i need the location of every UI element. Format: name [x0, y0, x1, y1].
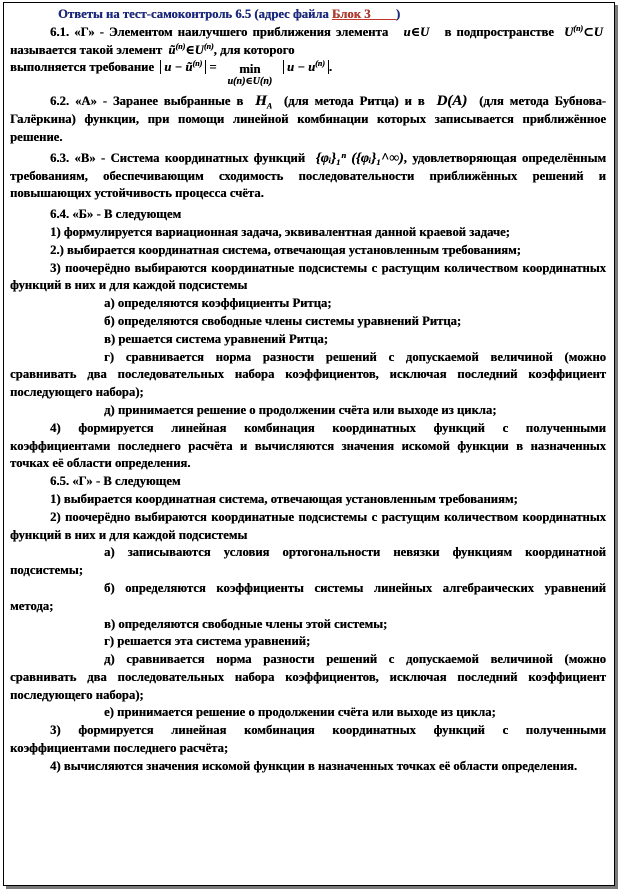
answer-6-4-sub-v: в) решается система уравнений Ритца; — [104, 331, 328, 346]
answer-6-5-sub-g: г) решается эта система уравнений; — [104, 634, 311, 649]
answer-6-4-sub-d: д) принимается решение о продолжении счёта или выходе из цикла; — [104, 402, 497, 417]
answer-6-1: 6.1. «Г» - Элементом наилучшего приближения элемента u∈U в подпространстве $U^{(n)}\subset U$ называется такой элемент $ũ^{(n)}\in U^{(n)}$, для которого — [10, 23, 603, 57]
min-formula: $u - ũ^{(n)}$ = min u(n)∈U(n) $u - u^{(n)}$ . — [160, 59, 332, 88]
answer-6-4-sub-b: б) определяются свободные члены системы уравнений Ритца; — [104, 313, 462, 328]
answer-6-5-sub-b: б) определяются коэффициенты системы линейных алгебраических уравнений метода; — [10, 580, 606, 613]
answers-heading — [10, 6, 606, 24]
answer-6-5-step3: 3) формируется линейная комбинация координатных функций с полученными коэффициентами последнего расчёта; — [10, 723, 606, 756]
answer-6-5-sub-v: в) определяются свободные члены этой системы; — [104, 616, 388, 631]
answer-6-4-sub-a: а) определяются коэффициенты Ритца; — [104, 296, 332, 311]
math-u: u — [403, 24, 411, 39]
answer-6-5-step4: 4) вычисляются значения искомой функции в назначенных точках её области определения. — [50, 758, 578, 773]
answer-6-5-sub-d: д) сравнивается норма разности решений с допускаемой величиной (можно сравнивать два последовательных набора коэффициентов, исключая последний коэффициент последующего набора); — [10, 652, 606, 702]
answer-6-5-sub-a: а) записываются условия ортогональности невязки функциям координатной подсистемы; — [10, 545, 606, 578]
answer-6-4-sub-g: г) сравнивается норма разности решений с допускаемой величиной (можно сравнивать два последовательных набора коэффициентов, исключая последний коэффициент последующего набора); — [10, 349, 606, 400]
answer-6-5-step2: 2) поочерёдно выбираются координатные подсистемы с растущим количеством координатных функций в них и для каждой подсистемы — [10, 509, 606, 542]
answer-6-4-step3: 3) поочерёдно выбираются координатные подсистемы с растущим количеством координатных функций в них и для каждой подсистемы — [10, 260, 606, 293]
file-link[interactable]: Блок 3____ — [331, 7, 396, 21]
heading-text: Ответы на тест-самоконтроль 6.5 (адрес файла — [58, 7, 332, 21]
answer-6-2: 6.2. «А» - Заранее выбранные в $H_A$ (для метода Ритца) и в D(A) (для метода Бубнова-Галёркина) функции, при помощи линейной комбинации которых записывается приближённое решение. — [10, 93, 607, 144]
answer-6-5-step1: 1) выбирается координатная система, отвечающая установленным требованиям; — [50, 491, 518, 506]
answer-6-1-formula-line: выполняется требование $u - ũ^{(n)}$ = min u(n)∈U(n) $u - u^{(n)}$ . — [10, 59, 333, 88]
answer-6-5-title: 6.5. «Г» - В следующем — [50, 474, 181, 489]
heading-end: ) — [395, 7, 401, 21]
answer-6-5-sub-e: е) принимается решение о продолжении счёта или выходе из цикла; — [104, 705, 496, 720]
answer-6-4-title: 6.4. «Б» - В следующем — [50, 207, 182, 222]
answer-6-4-step1: 1) формулируется вариационная задача, эквивалентная данной краевой задаче; — [50, 224, 510, 239]
answer-6-3: 6.3. «В» - Система координатных функций {φᵢ}₁ⁿ ({φᵢ}₁^∞), удовлетворяющая определённым требованиям, обеспечивающим сходимость последовательности приближённых решений и повышающих устойчивость процесса счёта. — [10, 150, 607, 201]
answer-6-4-step2: 2.) выбирается координатная система, отвечающая установленным требованиям; — [50, 242, 521, 257]
answer-6-4-step4: 4) формируется линейная комбинация координатных функций с полученными коэффициентами последнего расчёта и вычисляются значения искомой функции в назначенных точках её области определения. — [10, 420, 606, 471]
document-body — [10, 6, 606, 776]
